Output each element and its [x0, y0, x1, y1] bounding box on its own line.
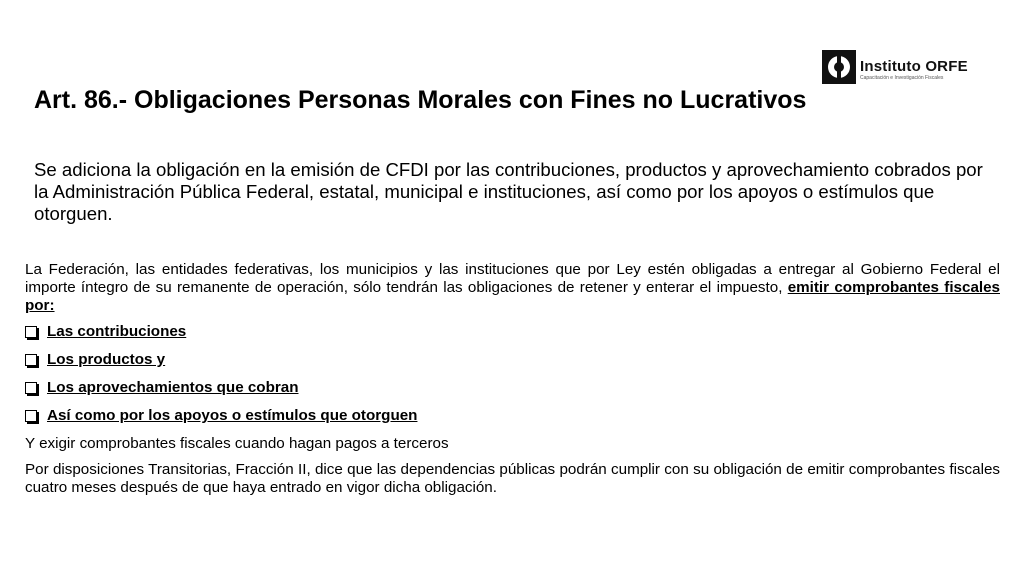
body-content	[25, 261, 1000, 497]
bullet-item	[25, 323, 1000, 341]
bullet-text: Las contribuciones	[47, 323, 187, 340]
bullet-text: Los aprovechamientos que cobran	[47, 379, 299, 396]
logo-tagline: Capacitación e Investigación Fiscales	[860, 75, 944, 81]
checkbox-bullet-icon	[25, 410, 37, 422]
bullet-item	[25, 351, 1000, 369]
checkbox-bullet-icon	[25, 354, 37, 366]
bullet-item	[25, 379, 1000, 397]
bullet-text: Los productos y	[47, 351, 166, 368]
instituto-orfe-logo-icon	[822, 50, 856, 84]
checkbox-bullet-icon	[25, 382, 37, 394]
bullet-text: Así como por los apoyos o estímulos que otorguen	[47, 407, 418, 424]
logo-name: Instituto ORFE	[860, 58, 968, 75]
line-after-bullets: Y exigir comprobantes fiscales cuando hagan pagos a terceros	[25, 435, 449, 452]
intro-text: La Federación, las entidades federativas, los municipios y las instituciones que por Ley estén obligadas a entregar al Gobierno Federal el importe íntegro de su remanente de operación, sólo tendrán las obligaciones de retener y enterar el impuesto,	[25, 261, 1000, 296]
intro-emphasis: emitir comprobantes fiscales por:	[25, 279, 1000, 314]
logo	[822, 48, 982, 88]
bullet-item	[25, 407, 1000, 425]
lead-paragraph: Se adiciona la obligación en la emisión de CFDI por las contribuciones, productos y aprovechamiento cobrados por la Administración Pública Federal, estatal, municipal e instituciones, así como por los apoyos o estímulos que otorguen.	[34, 159, 983, 224]
checkbox-bullet-icon	[25, 326, 37, 338]
intro-paragraph	[25, 261, 1000, 315]
closing-paragraph: Por disposiciones Transitorias, Fracción II, dice que las dependencias públicas podrán cumplir con su obligación de emitir comprobantes fiscales cuatro meses después de que haya entrado en vigor dicha obligación.	[25, 461, 1000, 496]
page-title: Art. 86.- Obligaciones Personas Morales con Fines no Lucrativos	[34, 86, 807, 114]
